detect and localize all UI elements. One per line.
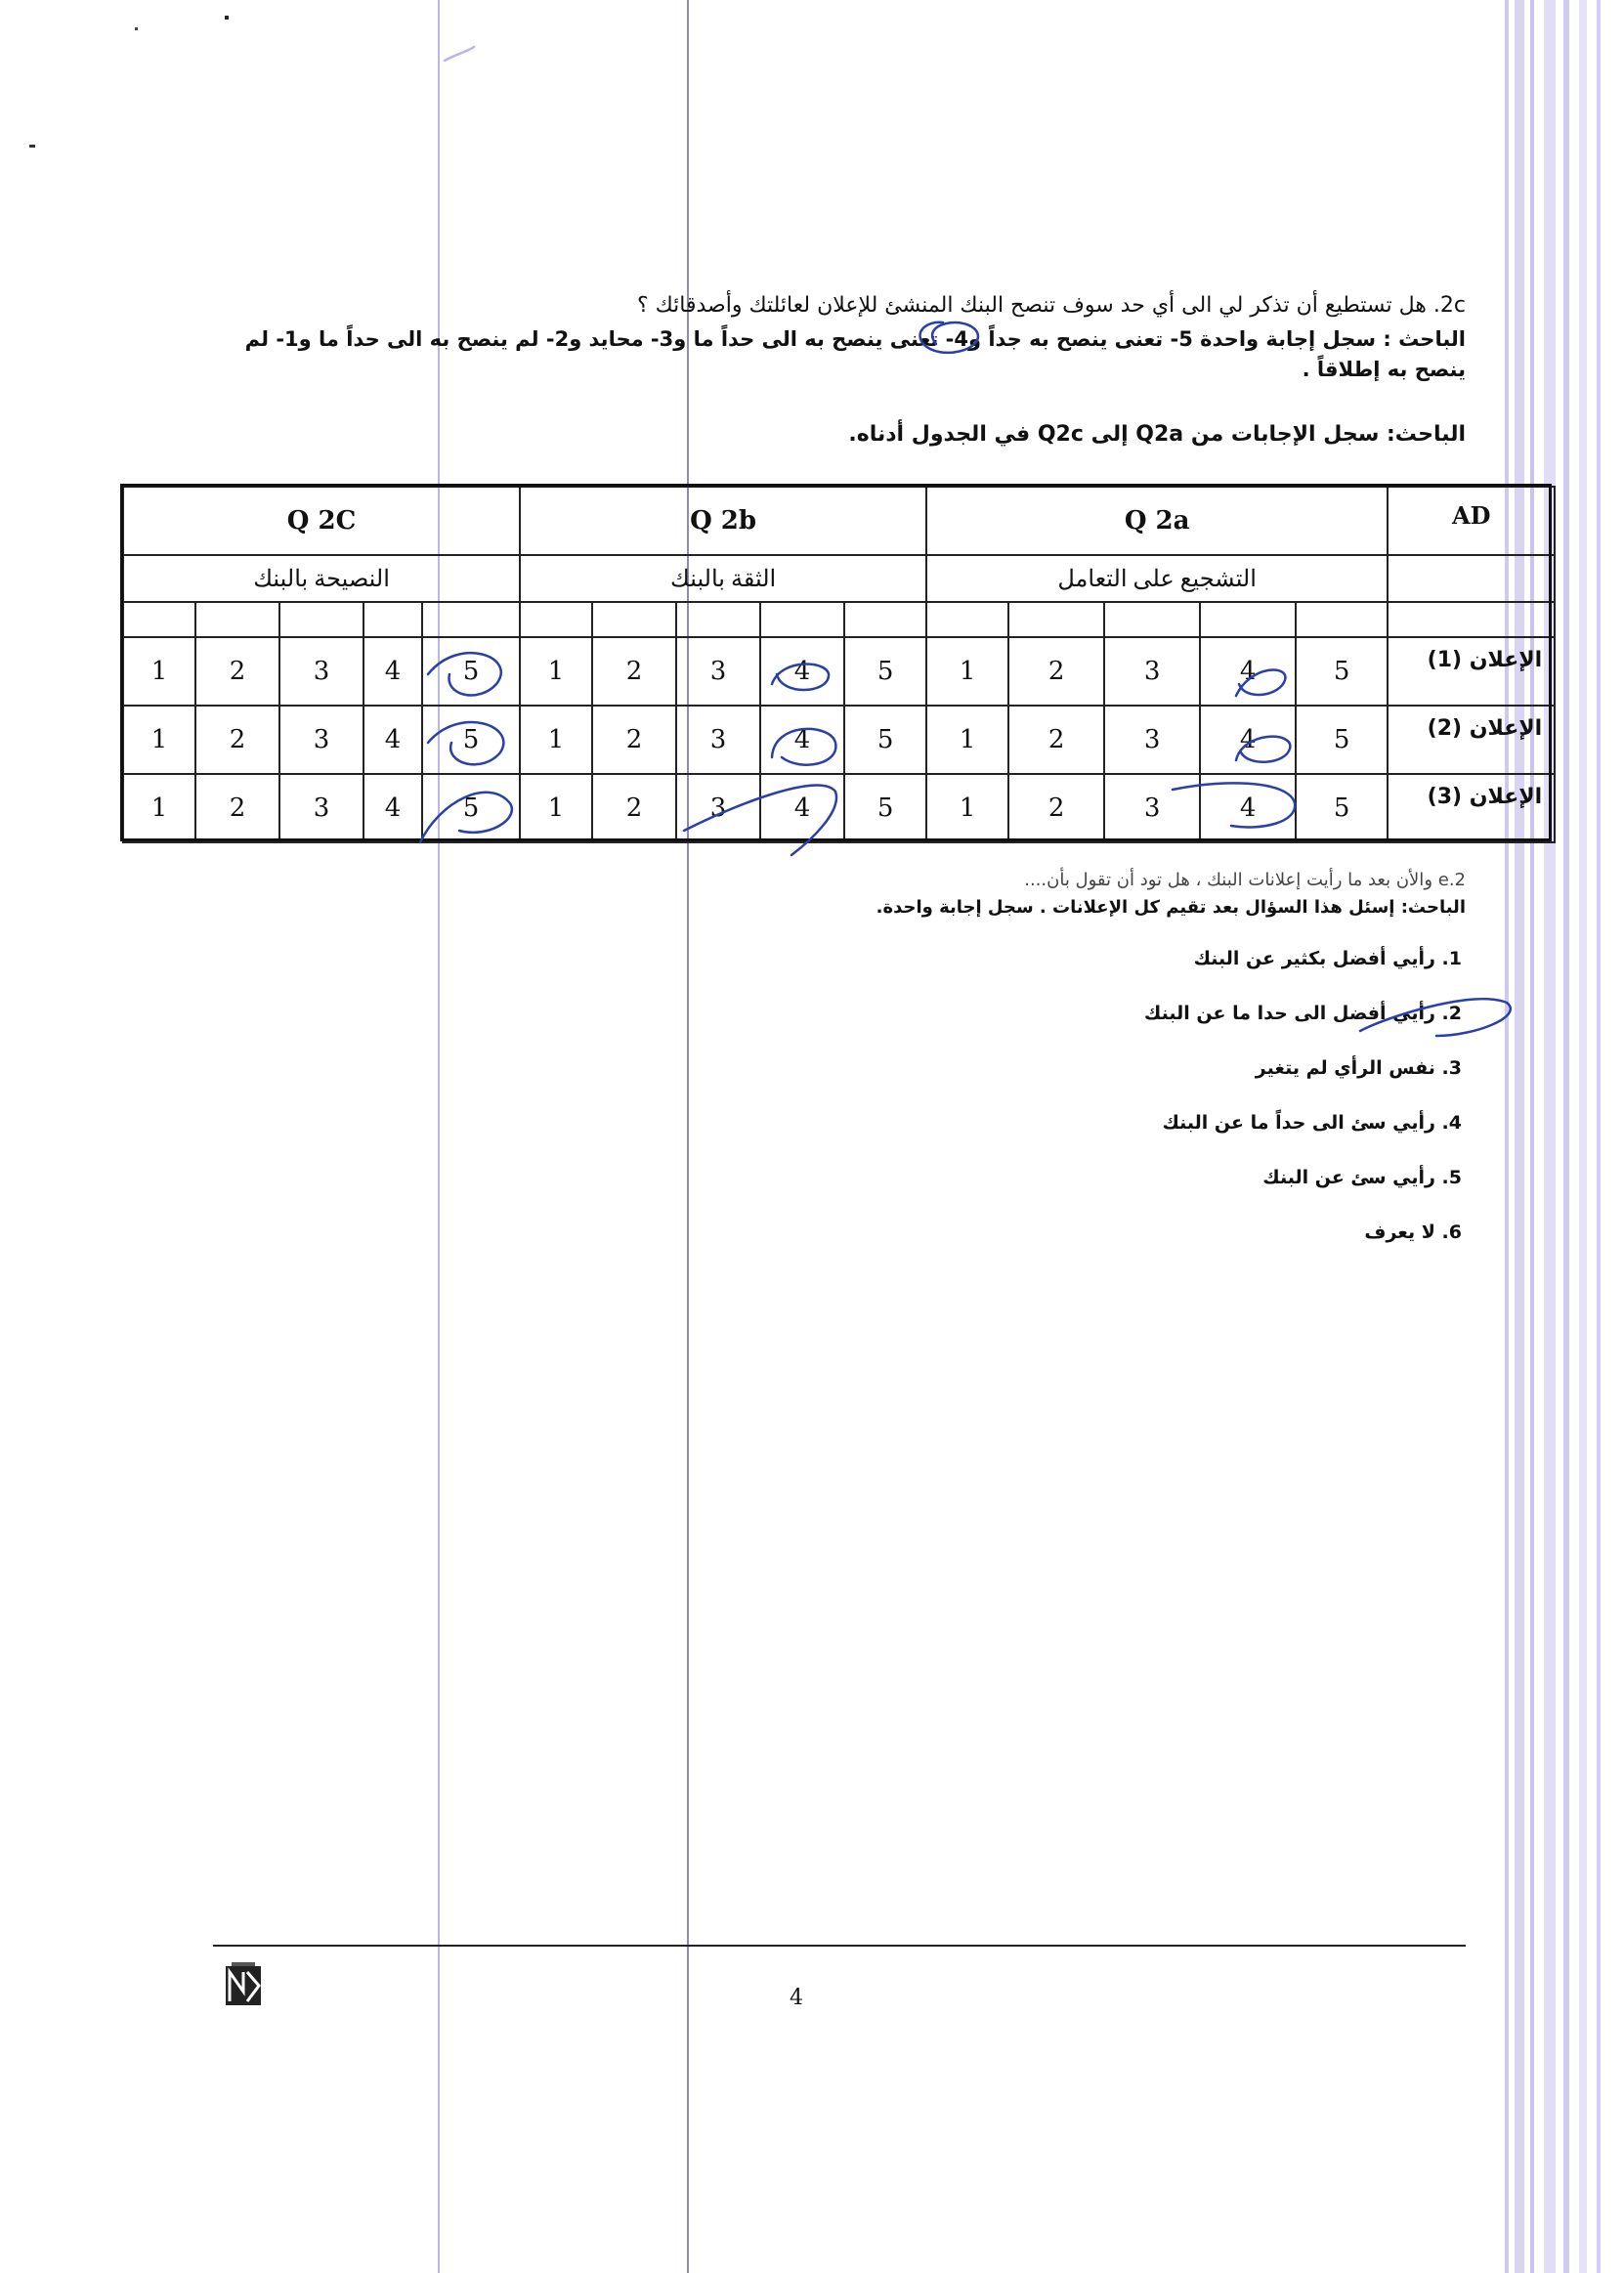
- row-label: الإعلان (1): [1388, 637, 1555, 706]
- scan-edge: [1563, 0, 1569, 2273]
- answer-option-1[interactable]: 1. رأيي أفضل بكثير عن البنك: [1193, 948, 1462, 969]
- q2b-option[interactable]: 2: [592, 706, 676, 774]
- q2a-option[interactable]: 1: [926, 706, 1008, 774]
- q2a-option[interactable]: 3: [1104, 637, 1200, 706]
- scan-edge: [1579, 0, 1587, 2273]
- ad-label-cell: [1388, 555, 1555, 602]
- q2b-option[interactable]: 5: [844, 706, 926, 774]
- q2a-option[interactable]: 3: [1104, 774, 1200, 842]
- spacer-cell: [1104, 602, 1200, 637]
- q2b-label: الثقة بالبنك: [520, 555, 926, 602]
- q2c-option[interactable]: 3: [279, 637, 363, 706]
- spacer-cell: [422, 602, 520, 637]
- q2c-option[interactable]: 3: [279, 774, 363, 842]
- table-row: [123, 706, 1555, 774]
- q2a-option[interactable]: 5: [1296, 774, 1388, 842]
- q2b-option[interactable]: 5: [844, 637, 926, 706]
- spacer-cell: [1200, 602, 1296, 637]
- page-number: 4: [790, 1986, 803, 2010]
- spacer-cell: [676, 602, 760, 637]
- spacer-cell: [760, 602, 844, 637]
- answer-option-6[interactable]: 6. لا يعرف: [1364, 1222, 1462, 1243]
- q2a-option[interactable]: 5: [1296, 637, 1388, 706]
- speck: [29, 145, 35, 148]
- q2b-header: Q 2b: [520, 487, 926, 555]
- spacer-cell: [926, 602, 1008, 637]
- spacer-cell: [592, 602, 676, 637]
- q2c-option-selected[interactable]: 5: [422, 774, 520, 842]
- q2c-option[interactable]: 4: [363, 637, 422, 706]
- q2b-option[interactable]: 2: [592, 637, 676, 706]
- response-table: [122, 486, 1556, 843]
- q2c-option[interactable]: 1: [123, 706, 195, 774]
- spacer-cell: [1388, 602, 1555, 637]
- spacer-cell: [123, 602, 195, 637]
- spacer-cell: [279, 602, 363, 637]
- footer-rule: [213, 1945, 1466, 1947]
- q2c-option-selected[interactable]: 5: [422, 637, 520, 706]
- question-2c-text: 2c. هل تستطيع أن تذكر لي الى أي حد سوف تنصح البنك المنشئ للإعلان لعائلتك وأصدقائك ؟: [636, 293, 1466, 318]
- q2a-option[interactable]: 5: [1296, 706, 1388, 774]
- answer-option-2[interactable]: 2. رأيي أفضل الى حدا ما عن البنك: [1143, 1003, 1462, 1024]
- q2c-option[interactable]: 4: [363, 774, 422, 842]
- q2c-option[interactable]: 3: [279, 706, 363, 774]
- q2b-option[interactable]: 1: [520, 706, 592, 774]
- spacer-cell: [520, 602, 592, 637]
- table-instruction: الباحث: سجل الإجابات من Q2a إلى Q2c في الجدول أدناه.: [848, 422, 1466, 447]
- question-2e-instruction: الباحث: إسئل هذا السؤال بعد تقيم كل الإعلانات . سجل إجابة واحدة.: [876, 897, 1466, 918]
- scan-edge: [1505, 0, 1509, 2273]
- q2c-option[interactable]: 2: [195, 637, 279, 706]
- q2b-option[interactable]: 1: [520, 637, 592, 706]
- q2a-option-selected[interactable]: 4: [1200, 706, 1296, 774]
- q2a-option[interactable]: 2: [1008, 706, 1104, 774]
- scan-edge: [1544, 0, 1556, 2273]
- q2b-option[interactable]: 2: [592, 774, 676, 842]
- q2a-option[interactable]: 1: [926, 774, 1008, 842]
- spacer-cell: [844, 602, 926, 637]
- scan-edge: [1597, 0, 1601, 2273]
- q2a-option-selected[interactable]: 4: [1200, 637, 1296, 706]
- q2a-option[interactable]: 2: [1008, 637, 1104, 706]
- question-2e-text: 2.e والأن بعد ما رأيت إعلانات البنك ، هل تود أن تقول بأن....: [1024, 870, 1466, 890]
- q2a-label: التشجيع على التعامل: [926, 555, 1388, 602]
- ad-header: AD: [1388, 487, 1555, 555]
- spacer-cell: [363, 602, 422, 637]
- q2b-option-selected[interactable]: 4: [760, 706, 844, 774]
- q2a-header: Q 2a: [926, 487, 1388, 555]
- q2a-option[interactable]: 2: [1008, 774, 1104, 842]
- q2a-option[interactable]: 3: [1104, 706, 1200, 774]
- spacer-cell: [1008, 602, 1104, 637]
- q2a-option[interactable]: 1: [926, 637, 1008, 706]
- spacer-cell: [1296, 602, 1388, 637]
- q2c-option[interactable]: 1: [123, 774, 195, 842]
- q2b-option[interactable]: 1: [520, 774, 592, 842]
- q2c-label: النصيحة بالبنك: [123, 555, 520, 602]
- q2a-option-selected[interactable]: 4: [1200, 774, 1296, 842]
- table-row: [123, 637, 1555, 706]
- answer-option-4[interactable]: 4. رأيي سئ الى حداً ما عن البنك: [1162, 1112, 1462, 1134]
- q2c-option-selected[interactable]: 5: [422, 706, 520, 774]
- ink-mark-top: [445, 47, 474, 61]
- spacer-cell: [195, 602, 279, 637]
- table-row: [123, 774, 1555, 842]
- question-2c-instruction: الباحث : سجل إجابة واحدة 5- تعنى ينصح به جداً و4- تعنى ينصح به الى حداً ما و3- محايد و2- لم ينصح به الى حداً ما و1- لم: [244, 327, 1466, 351]
- footer-logo-icon: [224, 1962, 263, 2009]
- q2c-option[interactable]: 2: [195, 774, 279, 842]
- q2c-option[interactable]: 2: [195, 706, 279, 774]
- q2b-option[interactable]: 3: [676, 706, 760, 774]
- row-label: الإعلان (2): [1388, 706, 1555, 774]
- q2b-option-selected[interactable]: 4: [760, 637, 844, 706]
- q2b-option[interactable]: 5: [844, 774, 926, 842]
- q2c-option[interactable]: 4: [363, 706, 422, 774]
- answer-option-3[interactable]: 3. نفس الرأي لم يتغير: [1255, 1057, 1462, 1079]
- q2b-option[interactable]: 3: [676, 637, 760, 706]
- speck: [225, 16, 229, 20]
- q2b-option-selected[interactable]: 4: [760, 774, 844, 842]
- speck: [135, 27, 138, 30]
- q2b-option[interactable]: 3: [676, 774, 760, 842]
- row-label: الإعلان (3): [1388, 774, 1555, 842]
- q2c-header: Q 2C: [123, 487, 520, 555]
- scan-edge: [1515, 0, 1524, 2273]
- scan-edge: [1530, 0, 1534, 2273]
- question-2c-instruction-cont: ينصح به إطلاقاً .: [1302, 358, 1466, 381]
- answer-option-5[interactable]: 5. رأيي سئ عن البنك: [1262, 1167, 1462, 1188]
- q2c-option[interactable]: 1: [123, 637, 195, 706]
